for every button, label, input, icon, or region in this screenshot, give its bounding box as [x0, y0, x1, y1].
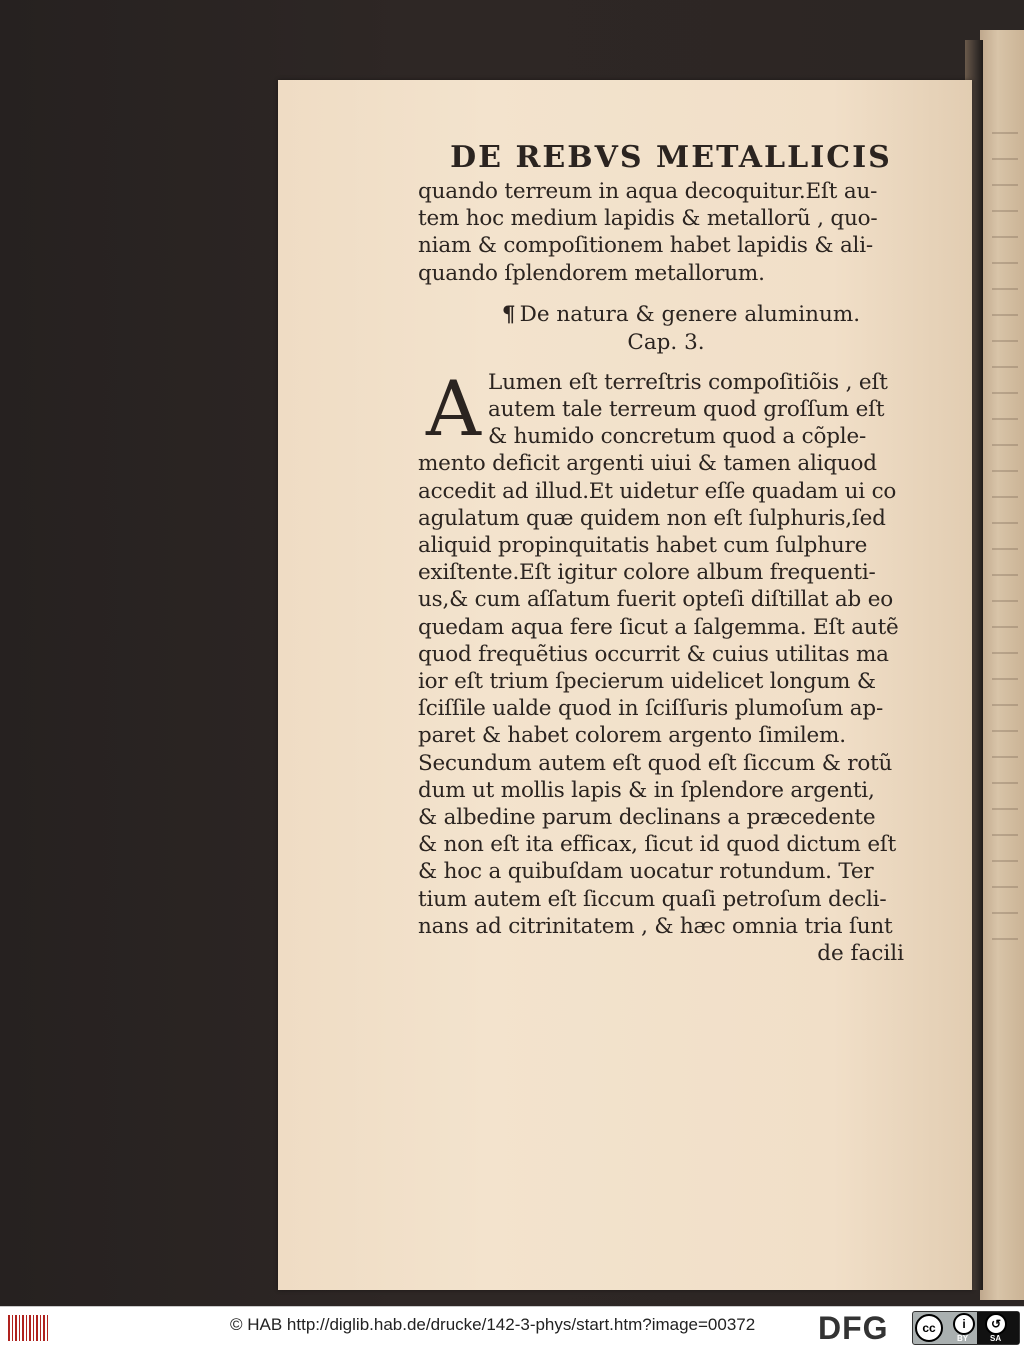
text-line: quando ſplendorem metallorum.: [418, 260, 765, 286]
text-line: quando terreum in aqua decoquitur.Eſt au‑: [418, 179, 878, 204]
viewer-footer: [0, 1306, 1024, 1347]
text-line: & non eſt ita efficax, ſicut id quod dictum eſt: [418, 832, 897, 858]
running-head: DE REBVS METALLICIS: [450, 140, 892, 175]
library-barcode-icon: [8, 1315, 48, 1341]
cc-license-badge[interactable]: [912, 1311, 1020, 1345]
text-line: & hoc a quibuſdam uocatur rotundum. Ter: [418, 859, 874, 885]
text-line: & humido concretum quod a cõple‑: [488, 424, 867, 450]
text-line: dum ut mollis lapis & in ſplendore argenti,: [418, 777, 875, 803]
dfg-logo[interactable]: DFG: [818, 1310, 889, 1346]
cc-by-label: BY: [957, 1334, 969, 1343]
text-line: agulatum quæ quidem non eſt ſulphuris,ſed: [418, 505, 886, 531]
cc-logo-icon: cc: [915, 1314, 943, 1342]
text-line: ſciſſile ualde quod in ſciſſuris plumoſum ap‑: [418, 696, 884, 722]
text-line: nans ad citrinitatem , & hæc omnia tria ſunt: [418, 913, 893, 939]
text-line: quod frequẽtius occurrit & cuius utilitas ma: [418, 641, 889, 667]
text-line: mento deficit argenti uiui & tamen aliquod: [418, 451, 877, 477]
adjacent-page-edge: [980, 30, 1024, 1300]
adjacent-page-text: [992, 120, 1018, 940]
page-text-block: [418, 140, 914, 967]
text-line: paret & habet colorem argento ſimilem.: [418, 723, 846, 749]
chapter-heading: [418, 301, 914, 329]
text-line: Lumen eſt terreſtris compoſitiõis , eſt: [488, 369, 888, 395]
text-line: quedam aqua fere ſicut a ſalgemma. Eſt autẽ: [418, 614, 899, 640]
text-line: tium autem eſt ſiccum quaſi petroſum decli‑: [418, 886, 887, 912]
text-line: accedit ad illud.Et uidetur eſſe quadam ui co: [418, 478, 897, 504]
text-line: niam & compoſitionem habet lapidis & ali‑: [418, 233, 873, 259]
catchword: de facili: [817, 941, 904, 967]
text-line: ior eſt trium ſpecierum uidelicet longum &: [418, 669, 876, 695]
pilcrow-mark: ¶: [501, 301, 516, 327]
text-line: autem tale terreum quod groſſum eſt: [488, 397, 885, 423]
cc-sa-label: SA: [990, 1334, 1002, 1343]
drop-cap-letter: A: [426, 363, 481, 453]
chapter-number: Cap. 3.: [627, 329, 705, 355]
text-line: Secundum autem eſt quod eſt ſiccum & rotũ: [418, 750, 893, 776]
text-line: us,& cum aſſatum fuerit opteſi diſtillat ab eo: [418, 587, 893, 613]
dropcap-paragraph: [418, 363, 914, 453]
cc-by-icon: i: [953, 1313, 975, 1335]
chapter-heading-text: De natura & genere aluminum.: [519, 301, 861, 327]
cc-sa-icon: ↺: [985, 1313, 1007, 1335]
text-line: tem hoc medium lapidis & metallorũ , quo‑: [418, 206, 878, 232]
text-line: aliquid propinquitatis habet cum ſulphure: [418, 533, 868, 559]
text-line: & albedine parum declinans a præcedente: [418, 805, 876, 831]
text-line: exiſtente.Eſt igitur colore album frequenti‑: [418, 560, 876, 586]
source-url-text[interactable]: © HAB http://diglib.hab.de/drucke/142-3-phys/start.htm?image=00372: [230, 1315, 756, 1334]
